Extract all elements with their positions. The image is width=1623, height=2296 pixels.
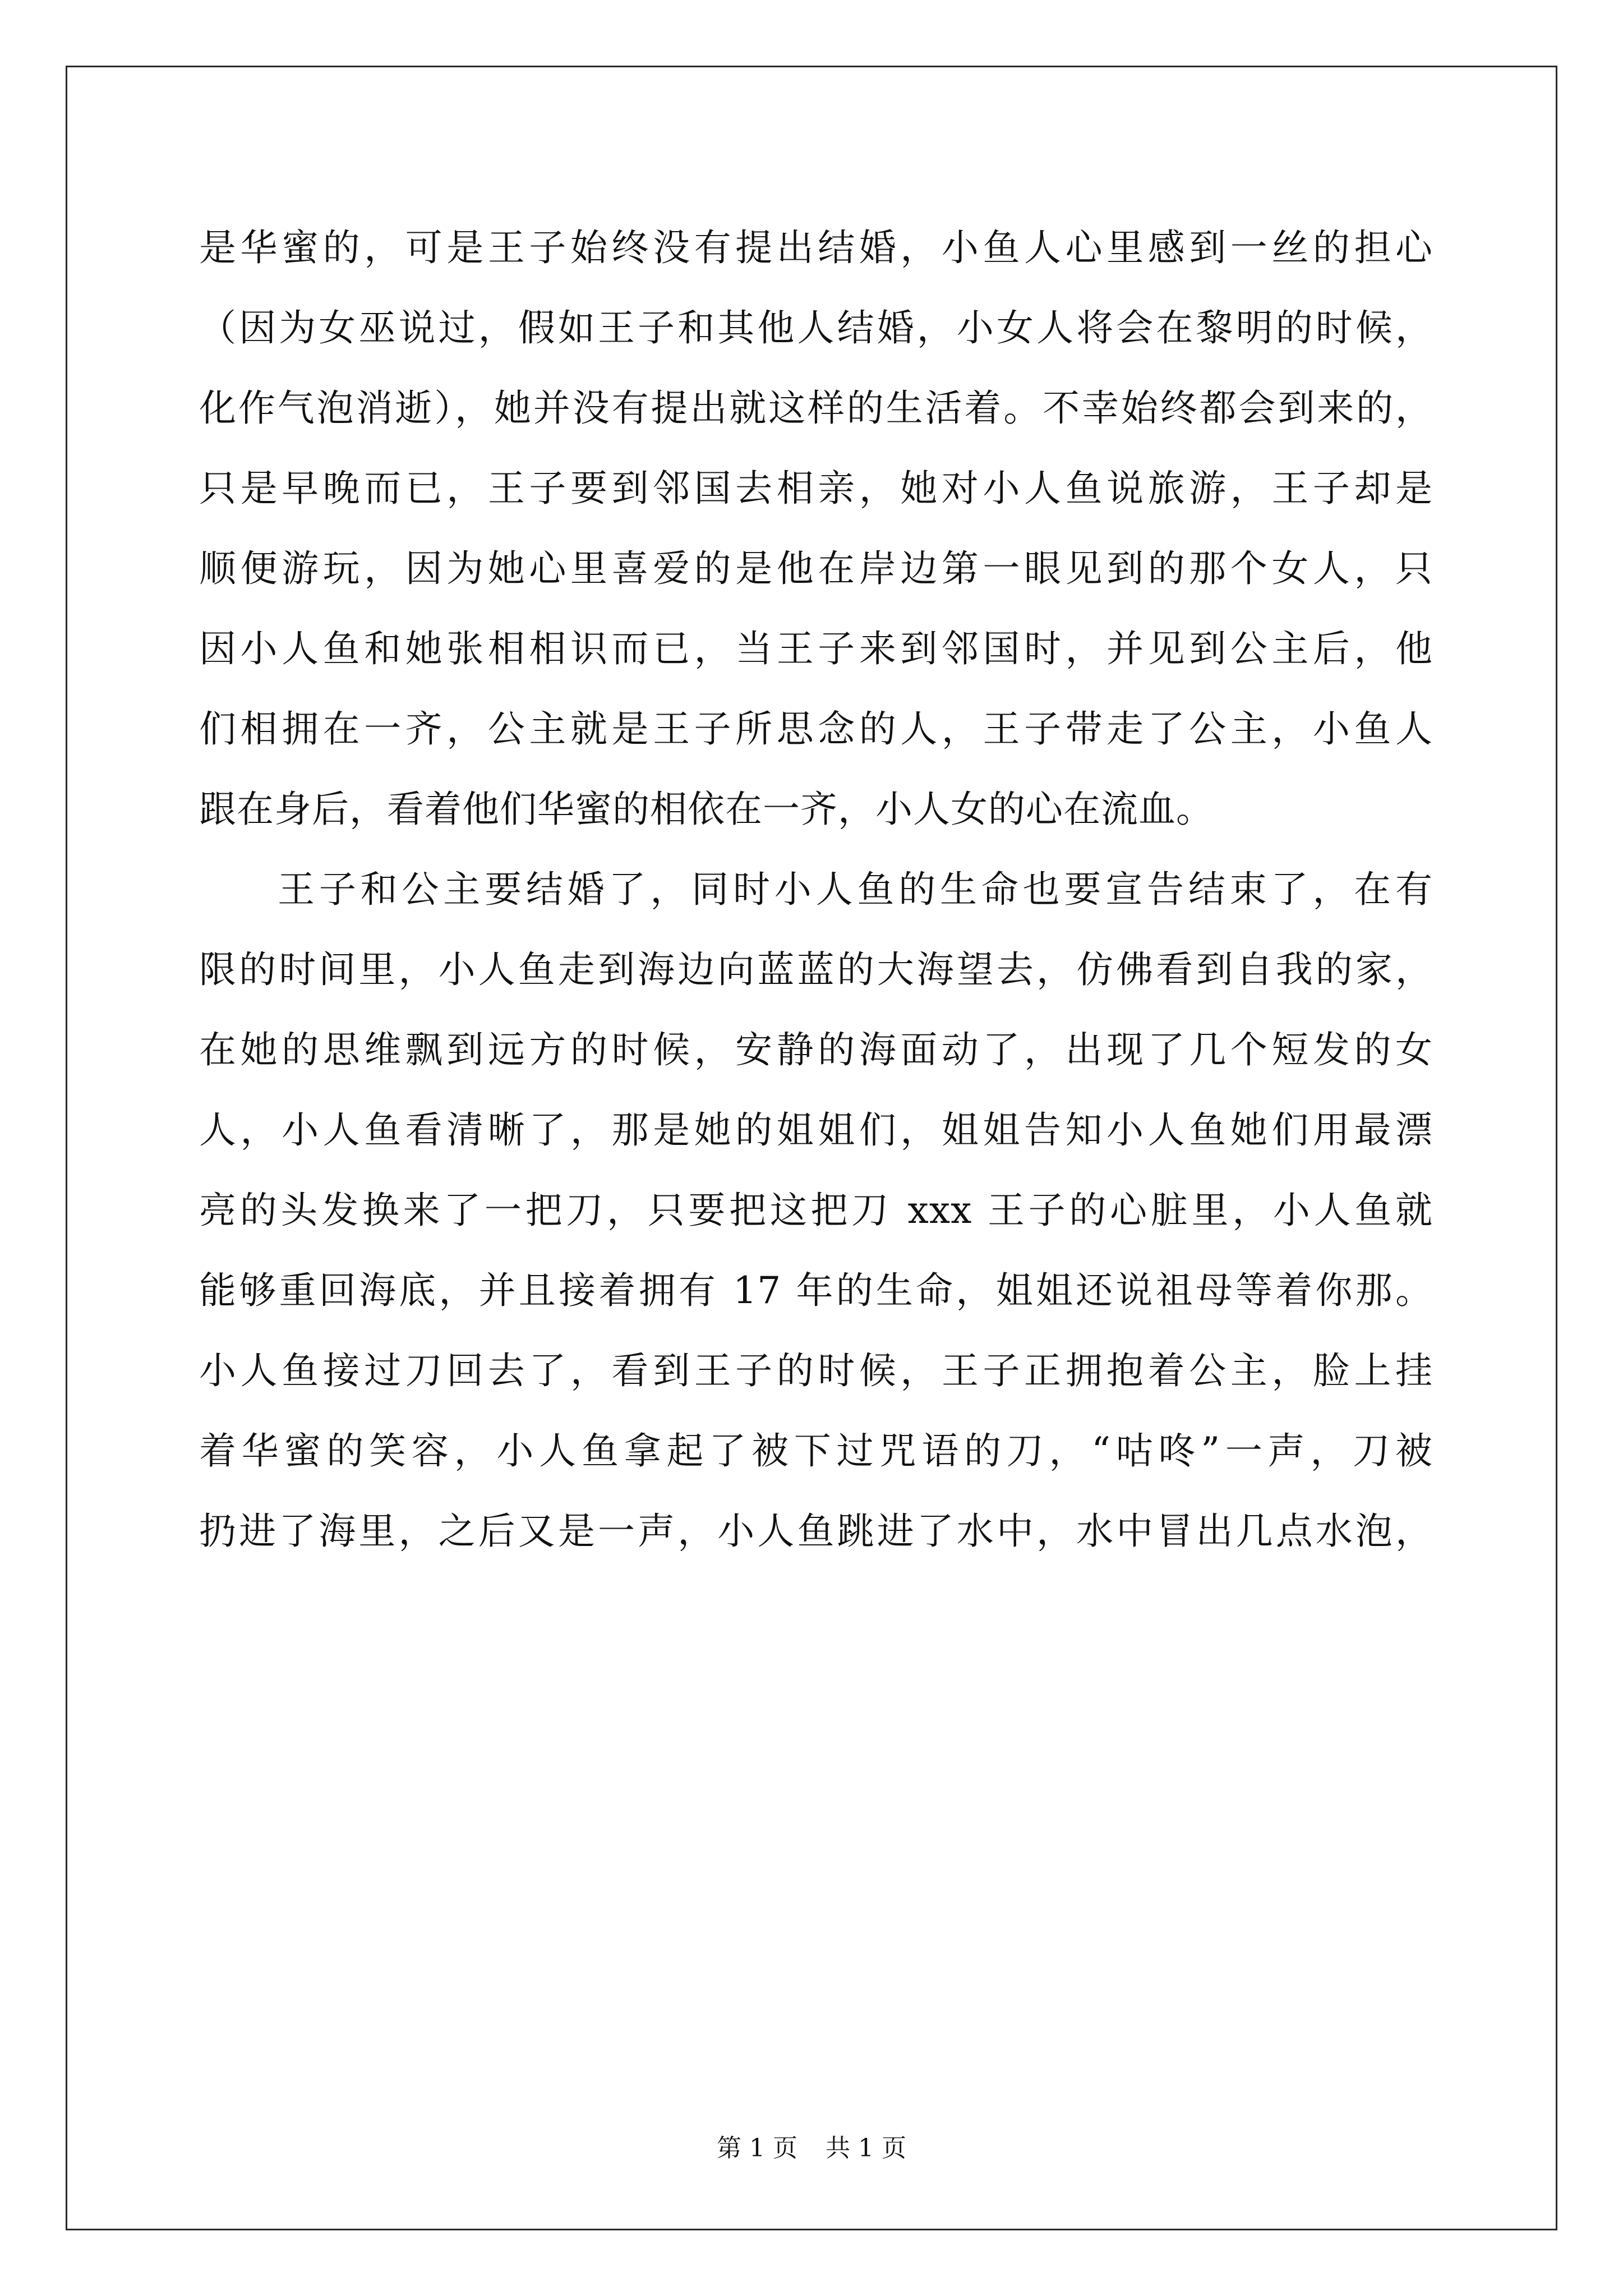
- text-line: 因小人鱼和她张相相识而已，当王子来到邻国时，并见到公主后，他: [199, 627, 1433, 670]
- paragraph-start-line: 王子和公主要结婚了，同时小人鱼的生命也要宣告结束了，在有: [278, 868, 1433, 911]
- text-line: 只是早晚而已，王子要到邻国去相亲，她对小人鱼说旅游，王子却是: [199, 467, 1433, 510]
- body-text: [199, 208, 1433, 1571]
- text-line: 人，小人鱼看清晰了，那是她的姐姐们，姐姐告知小人鱼她们用最漂: [199, 1108, 1433, 1152]
- text-line: 亮的头发换来了一把刀，只要把这把刀 xxx 王子的心脏里，小人鱼就: [199, 1189, 1433, 1232]
- text-line: 是华蜜的，可是王子始终没有提出结婚，小鱼人心里感到一丝的担心: [199, 226, 1433, 269]
- page-number: 第 1 页: [717, 2134, 797, 2162]
- text-line: 化作气泡消逝），她并没有提出就这样的生活着。不幸始终都会到来的，: [199, 386, 1433, 430]
- page-footer: [0, 2132, 1623, 2165]
- text-line: 小人鱼接过刀回去了，看到王子的时候，王子正拥抱着公主，脸上挂: [199, 1349, 1433, 1392]
- text-line: 扔进了海里，之后又是一声，小人鱼跳进了水中，水中冒出几点水泡，: [199, 1510, 1433, 1553]
- text-line: 顺便游玩，因为她心里喜爱的是他在岸边第一眼见到的那个女人，只: [199, 547, 1433, 590]
- text-line: 着华蜜的笑容，小人鱼拿起了被下过咒语的刀，“咕咚”一声，刀被: [199, 1429, 1433, 1473]
- text-line: 们相拥在一齐，公主就是王子所思念的人，王子带走了公主，小鱼人: [199, 707, 1433, 751]
- text-line: 能够重回海底，并且接着拥有 17 年的生命，姐姐还说祖母等着你那。: [199, 1269, 1433, 1312]
- text-line: 限的时间里，小人鱼走到海边向蓝蓝的大海望去，仿佛看到自我的家，: [199, 948, 1433, 991]
- text-line: （因为女巫说过，假如王子和其他人结婚，小女人将会在黎明的时候，: [199, 306, 1433, 349]
- page-total: 共 1 页: [826, 2134, 906, 2162]
- paragraph-end-line: 跟在身后，看着他们华蜜的相依在一齐，小人女的心在流血。: [199, 788, 1214, 831]
- text-line: 在她的思维飘到远方的时候，安静的海面动了，出现了几个短发的女: [199, 1028, 1433, 1071]
